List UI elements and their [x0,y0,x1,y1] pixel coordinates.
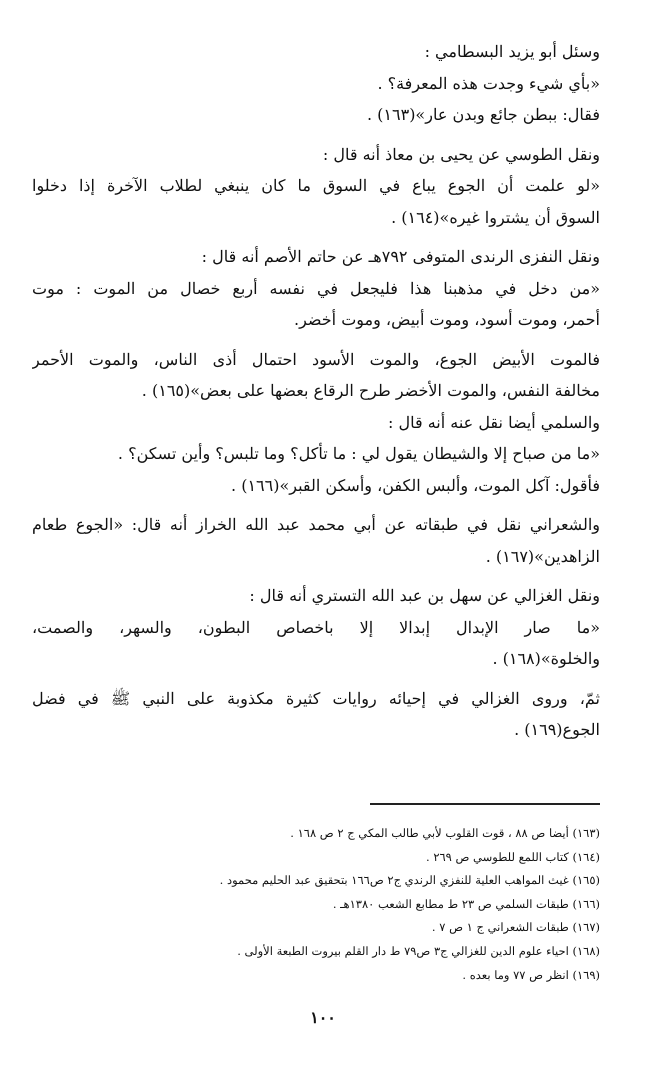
quote-line: الزاهدين»(١٦٧) . [485,546,600,566]
text-line: وسئل أبو يزيد البسطامي : [424,42,600,61]
footnotes [100,822,600,987]
text-line: الجوع(١٦٩) . [514,720,600,739]
text-line: ونقل الغزالي عن سهل بن عبد الله التستري أنه قال : [249,586,600,605]
footnote: (١٦٥) غيث المواهب العلية للنفزي الرندي ج٢ ص١٦٦ بتحقيق عبد الحليم محمود . [219,873,600,888]
quote-line: «بأي شيء وجدت هذه المعرفة؟ . [377,73,600,93]
quote-line: فالموت الأبيض الجوع، والموت الأسود احتمال أذى الناس، والموت الأحمر [32,349,600,369]
footnote: (١٦٨) احياء علوم الدين للغزالي ج٣ ص٧٩ ط دار القلم بيروت الطبعة الأولى . [237,943,600,958]
footnote: (١٦٧) طبقات الشعراني ج ١ ص ٧ . [431,920,600,935]
quote-line: فأقول: آكل الموت، وألبس الكفن، وأسكن القبر»(١٦٦) . [231,475,600,495]
quote-line: فقال: ببطن جائع وبدن عار»(١٦٣) . [366,105,600,124]
footnote: (١٦٣) أيضا ص ٨٨ ، قوت القلوب لأبي طالب المكي ج ٢ ص ١٦٨ . [290,826,600,840]
quote-line: «ما من صباح إلا والشيطان يقول لي : ما تأكل؟ وما تلبس؟ وأين تسكن؟ . [117,444,600,463]
main-text [32,36,600,746]
text-line: والسلمي أيضا نقل عنه أنه قال : [388,412,600,432]
footnote: (١٦٤) كتاب اللمع للطوسي ص ٢٦٩ . [426,849,600,864]
page-number: ١٠٠ [310,1008,336,1027]
quote-line: مخالفة النفس، والموت الأخضر طرح الرقاع بعضها على بعض»(١٦٥) . [141,381,600,400]
footnote: (١٦٦) طبقات السلمي ص ٢٣ ط مطابع الشعب ١٣٨٠هـ . [332,896,600,911]
footnote-divider [370,803,600,805]
quote-line: السوق أن يشتروا غيره»(١٦٤) . [391,207,600,227]
quote-line: «ما صار الإبدال إبدالا إلا باخصاص البطون، والسهر، والصمت، [32,617,600,637]
text-line: ونقل النفزى الرندى المتوفى ٧٩٢هـ عن حاتم الأصم أنه قال : [201,247,600,266]
text-line: ونقل الطوسي عن يحيى بن معاذ أنه قال : [322,144,600,164]
quote-line: أحمر، وموت أسود، وموت أبيض، وموت أخضر. [294,310,600,329]
text-line: والشعراني نقل في طبقاته عن أبي محمد عبد الله الخراز أنه قال: «الجوع طعام [32,515,600,534]
page-body [32,36,600,746]
quote-line: والخلوة»(١٦٨) . [492,649,600,668]
text-line: ثمّ، وروى الغزالي في إحيائه روايات كثيرة مكذوبة على النبي ﷺ في فضل [32,688,600,708]
quote-line: «من دخل في مذهبنا هذا فليجعل في نفسه أربع خصال من الموت : موت [32,278,600,298]
footnote: (١٦٩) انظر ص ٧٧ وما بعده . [462,967,600,982]
quote-line: «لو علمت أن الجوع يباع في السوق ما كان ينبغي لطلاب الآخرة إذا دخلوا [32,176,600,195]
